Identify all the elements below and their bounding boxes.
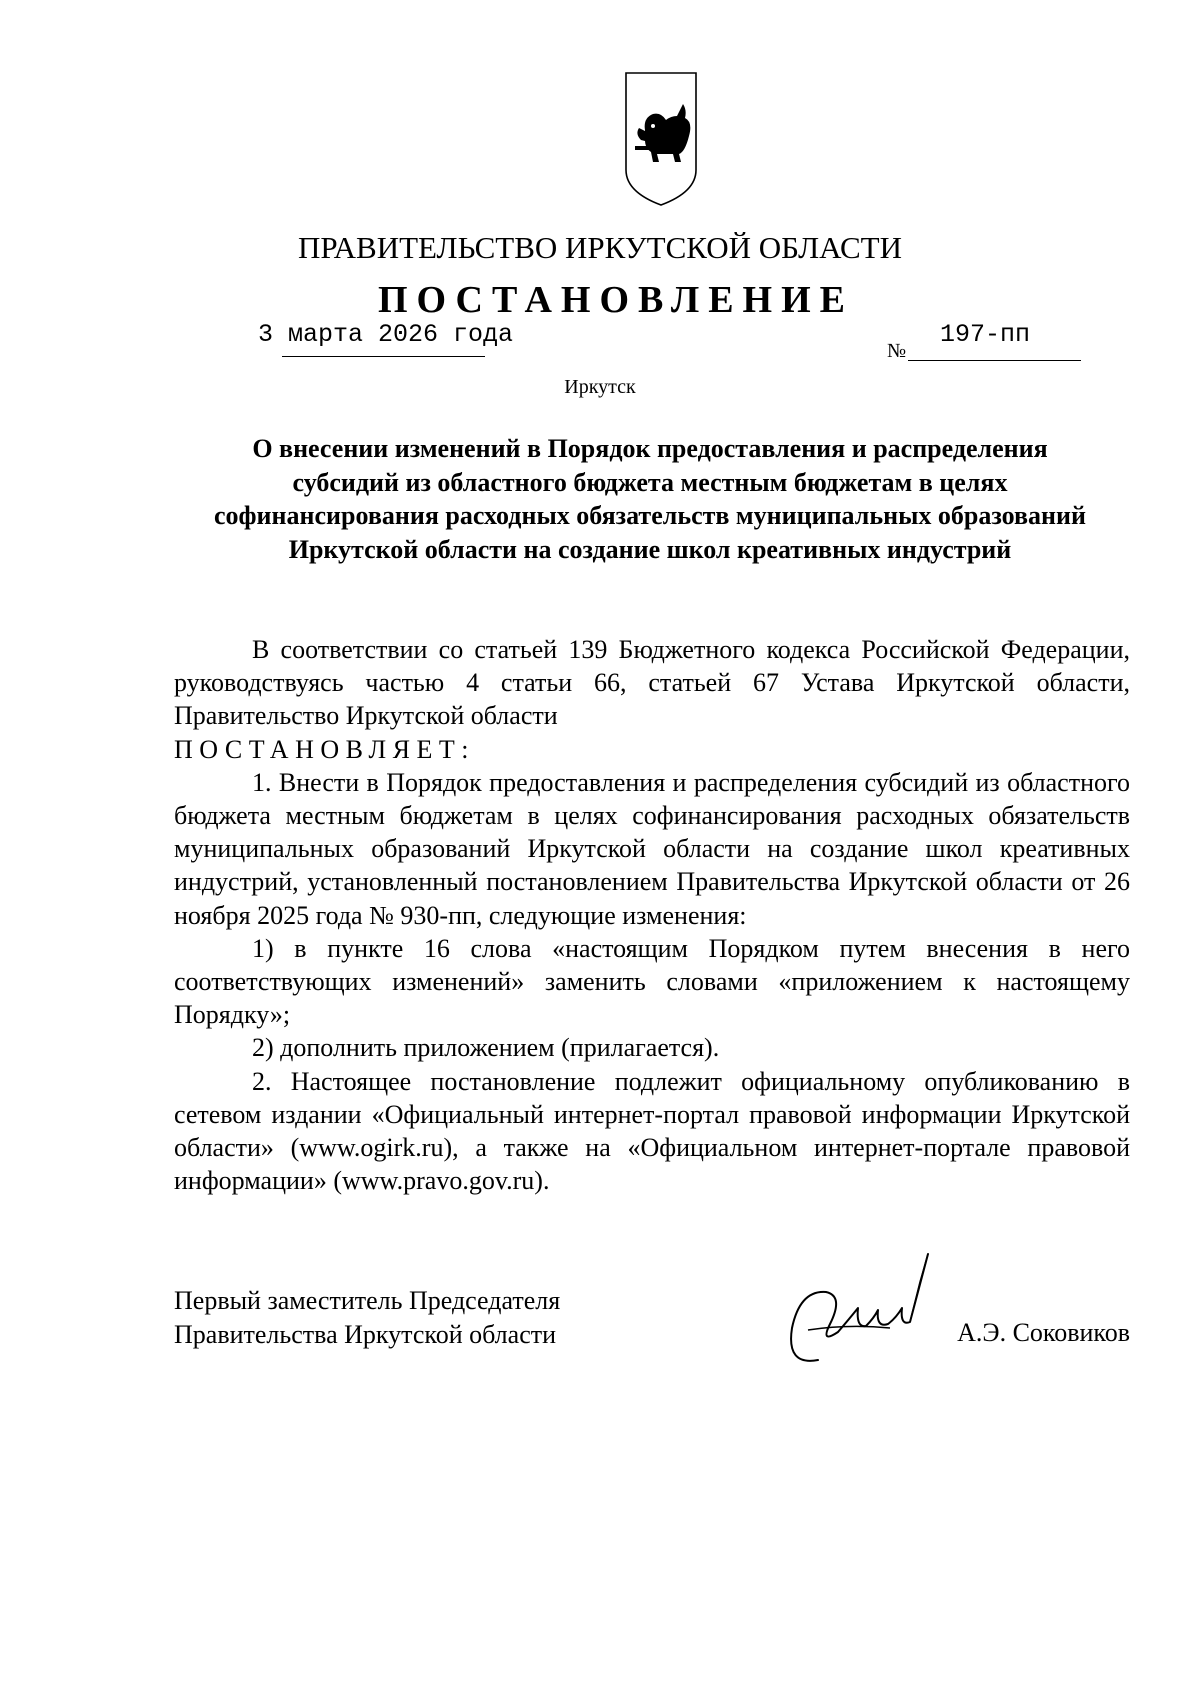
item-2: 2. Настоящее постановление подлежит официальному опубликованию в сетевом издании «Официальный интернет-портал правовой информации Иркутской области» (www.ogirk.ru), а также на «Официальном интернет-портале правовой информации» (www.pravo.gov.ru). xyxy=(174,1066,1130,1196)
signatory-role-line-1: Первый заместитель Председателя xyxy=(174,1286,561,1315)
number-sign: № xyxy=(887,340,907,362)
handwritten-signature-icon xyxy=(778,1248,958,1378)
item-1-2: 2) дополнить приложением (прилагается). xyxy=(252,1033,720,1063)
document-type: ПОСТАНОВЛЕНИЕ xyxy=(377,279,855,321)
coat-of-arms-icon xyxy=(623,70,699,208)
document-date: 3 марта 2026 года xyxy=(258,320,514,349)
signatory-role-line-2: Правительства Иркутской области xyxy=(174,1320,557,1349)
city: Иркутск xyxy=(564,376,636,398)
document-body xyxy=(174,633,1130,1197)
document-title: О внесении изменений в Порядок предоставления и распределения субсидий из областного бюджета местным бюджетам в целях софинансирования расходных обязательств муниципальных образований Иркутской области на создание школ креативных индустрий xyxy=(214,434,1086,564)
preamble: В соответствии со статьей 139 Бюджетного кодекса Российской Федерации, руководствуясь частью 4 статьи 66, статьей 67 Устава Иркутской области, Правительство Иркутской области xyxy=(174,635,1130,731)
number-underline xyxy=(908,360,1081,361)
item-1: 1. Внести в Порядок предоставления и распределения субсидий из областного бюджета местным бюджетам в целях софинансирования расходных обязательств муниципальных образований Иркутской области на создание школ креативных индустрий, установленный постановлением Правительства Иркутской области от 26 ноября 2025 года № 930-пп, следующие изменения: xyxy=(174,767,1130,930)
government-name: ПРАВИТЕЛЬСТВО ИРКУТСКОЙ ОБЛАСТИ xyxy=(297,230,902,265)
signatory-role xyxy=(174,1284,560,1352)
resolves-heading: ПОСТАНОВЛЯЕТ: xyxy=(174,734,475,764)
date-underline xyxy=(282,356,485,357)
item-1-1: 1) в пункте 16 слова «настоящим Порядком путем внесения в него соответствующих изменений» заменить словами «приложением к настоящему Порядку»; xyxy=(174,933,1130,1030)
document-number: 197-пп xyxy=(940,320,1031,349)
signatory-name: А.Э. Соковиков xyxy=(957,1318,1130,1347)
